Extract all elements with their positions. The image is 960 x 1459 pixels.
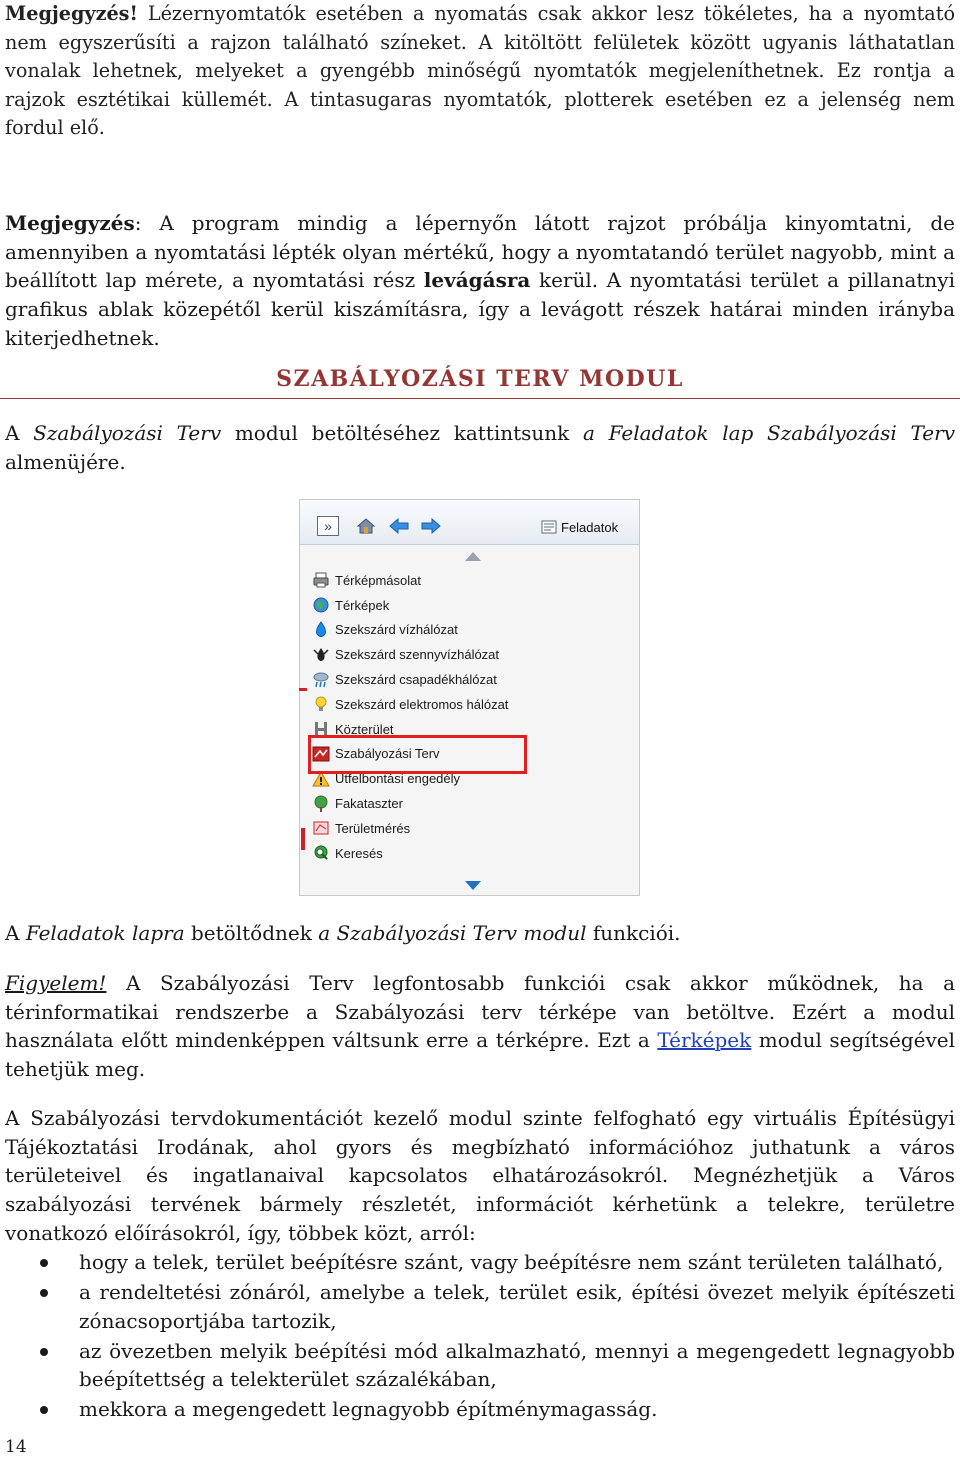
warning-note <box>5 969 955 1084</box>
warning-text-a: A Szabályozási Terv legfontosabb funkciói csak akkor működnek, ha a térinformatikai rendszerbe a Szabályozási terv térképe van betöltve. Ezért a modul használata előtt mindenképpen váltsunk erre a térképre. Ezt a <box>5 971 955 1053</box>
menu-item-vizhalozat[interactable] <box>312 618 508 643</box>
menu-item-label: Szekszárd elektromos hálózat <box>335 696 509 712</box>
rain-icon <box>312 671 330 689</box>
sewer-icon <box>312 646 330 664</box>
heading-divider <box>0 398 960 399</box>
scroll-down-arrow-icon[interactable] <box>465 881 481 890</box>
highlight-box <box>308 735 527 774</box>
menu-item-kereses[interactable] <box>312 841 508 866</box>
menu-item-label: Fakataszter <box>335 796 403 812</box>
print-note-text-b: kerül. A nyomtatási terület a pillanatnyi grafikus ablak közepétől kerül kiszámításra, így a levágott részek határai minden irányba kiterjedhetnek. <box>5 268 955 350</box>
intro-note <box>5 0 955 143</box>
menu-item-label: Térképek <box>335 597 390 613</box>
menu-item-elektromos-halozat[interactable] <box>312 692 508 717</box>
globe-icon <box>312 596 330 614</box>
menu-item-label: Területmérés <box>335 820 411 836</box>
menu-item-fakataszter[interactable] <box>312 791 508 816</box>
bullet-icon <box>40 1289 48 1297</box>
load-text-1: A <box>5 421 34 445</box>
measure-icon <box>312 819 330 837</box>
tasks-menu-screenshot <box>299 499 640 896</box>
expand-icon[interactable]: » <box>317 516 339 536</box>
intro-note-text: Lézernyomtatók esetében a nyomatás csak akkor lesz tökéletes, ha a nyomtató nem egyszerűsíti a rajzon található színeket. A kitöltött felületek között ugyanis láthatatlan vonalak lehetnek, melyeket a gyengébb minőségű nyomtatók megjeleníthetnek. Ez rontja a rajzok esztétikai küllemét. A tintasugaras nyomtatók, plotterek esetében ez a jelenség nem fordul elő. <box>5 2 955 140</box>
forward-arrow-icon[interactable] <box>420 516 442 536</box>
list-item <box>5 1278 955 1335</box>
list-item-text: hogy a telek, terület beépítésre szánt, vagy beépítésre nem szánt területen található, <box>79 1250 944 1274</box>
warning-label: Figyelem! <box>5 971 107 995</box>
printer-icon <box>312 571 330 589</box>
maps-module-link[interactable]: Térképek <box>657 1028 752 1053</box>
menu-item-label: Szekszárd vízhálózat <box>335 622 458 638</box>
bullet-icon <box>40 1406 48 1414</box>
feature-list <box>5 1248 955 1425</box>
back-arrow-icon[interactable] <box>388 516 410 536</box>
tasks-text-1: A <box>5 921 26 945</box>
menu-item-terkepmasolat[interactable] <box>312 568 508 593</box>
list-item-text: az övezetben melyik beépítési mód alkalmazható, mennyi a megengedett legnagyobb beépítettség a telekterület százalékában, <box>79 1338 955 1392</box>
annotation-mark <box>301 828 305 850</box>
section-heading: SZABÁLYOZÁSI TERV MODUL <box>276 366 684 392</box>
water-drop-icon <box>312 621 330 639</box>
tasks-italic-1: Feladatok lapra <box>25 921 185 945</box>
menu-item-terkepek[interactable] <box>312 593 508 618</box>
load-instructions <box>5 419 955 476</box>
tasks-italic-2: a Szabályozási Terv modul <box>318 921 587 945</box>
tree-icon <box>312 795 330 813</box>
load-text-3: almenüjére. <box>5 449 126 474</box>
menu-item-label: Útfelbontási engedély <box>335 771 461 787</box>
load-italic-2: a Feladatok lap Szabályozási Terv <box>583 421 955 445</box>
warning-text-b: modul segítségével tehetjük meg. <box>5 1028 956 1082</box>
menu-item-teruletmeres[interactable] <box>312 816 508 841</box>
load-text-2: modul betöltéséhez kattintsunk <box>221 421 583 445</box>
search-icon <box>312 844 330 862</box>
lightbulb-icon <box>312 695 330 713</box>
list-item <box>5 1395 955 1424</box>
menu-item-label: Közterület <box>335 721 394 737</box>
bullet-icon <box>40 1348 48 1356</box>
intro-note-label: Megjegyzés! <box>5 2 138 25</box>
tasks-text-3: funkciói. <box>586 921 681 945</box>
list-item-text: mekkora a megengedett legnagyobb építménymagasság. <box>79 1397 658 1422</box>
menu-item-label: Szekszárd csapadékhálózat <box>335 672 497 688</box>
load-italic-1: Szabályozási Terv <box>33 421 222 445</box>
scroll-up-arrow-icon[interactable] <box>465 552 481 561</box>
list-item <box>5 1337 955 1394</box>
bullet-icon <box>40 1259 48 1267</box>
menu-item-szennyvizhalozat[interactable] <box>312 642 508 667</box>
menu-item-label: Keresés <box>335 845 383 861</box>
tasks-icon <box>541 520 557 534</box>
tasks-tab[interactable] <box>541 517 618 537</box>
menu-item-label: Szekszárd szennyvízhálózat <box>335 647 500 663</box>
menu-item-label: Szabályozási Terv <box>335 746 440 762</box>
module-description: A Szabályozási tervdokumentációt kezelő modul szinte felfogható egy virtuális Építésügyi Tájékoztatási Irodának, ahol gyors és megbízható információhoz juthatunk a város területeivel és ingatlanaival kapcsolatos elhatározásokról. Megnézhetjük a Város szabályozási tervének bármely részletét, információt kérhetünk a telekre, területre vonatkozó előírásokról, így, többek közt, arról: <box>5 1106 955 1245</box>
print-note-bold: levágásra <box>423 268 531 293</box>
list-item-text: a rendeltetési zónáról, amelybe a telek, terület esik, építési övezet melyik építészeti zónacsoportjába tartozik, <box>79 1280 955 1333</box>
print-note-text-a: : A program mindig a lépernyőn látott rajzot próbálja kinyomtatni, de amennyiben a nyomtatási lépték olyan mértékű, hogy a nyomtatandó terület nagyobb, mint a beállított lap mérete, a nyomtatási rész <box>5 211 955 293</box>
page-number: 14 <box>5 1437 27 1457</box>
tasks-menu-list <box>312 568 508 866</box>
tasks-loaded-text <box>5 919 955 948</box>
annotation-mark <box>299 688 307 691</box>
menu-item-label: Térképmásolat <box>335 572 421 588</box>
menu-item-csapadekhalozat[interactable] <box>312 667 508 692</box>
tasks-toolbar <box>300 500 639 545</box>
print-note-label: Megjegyzés <box>5 211 135 235</box>
home-icon[interactable] <box>355 516 377 536</box>
list-item <box>5 1248 955 1277</box>
print-note <box>5 209 955 353</box>
tasks-text-2: betöltődnek <box>184 921 319 945</box>
tasks-tab-label: Feladatok <box>561 519 619 535</box>
